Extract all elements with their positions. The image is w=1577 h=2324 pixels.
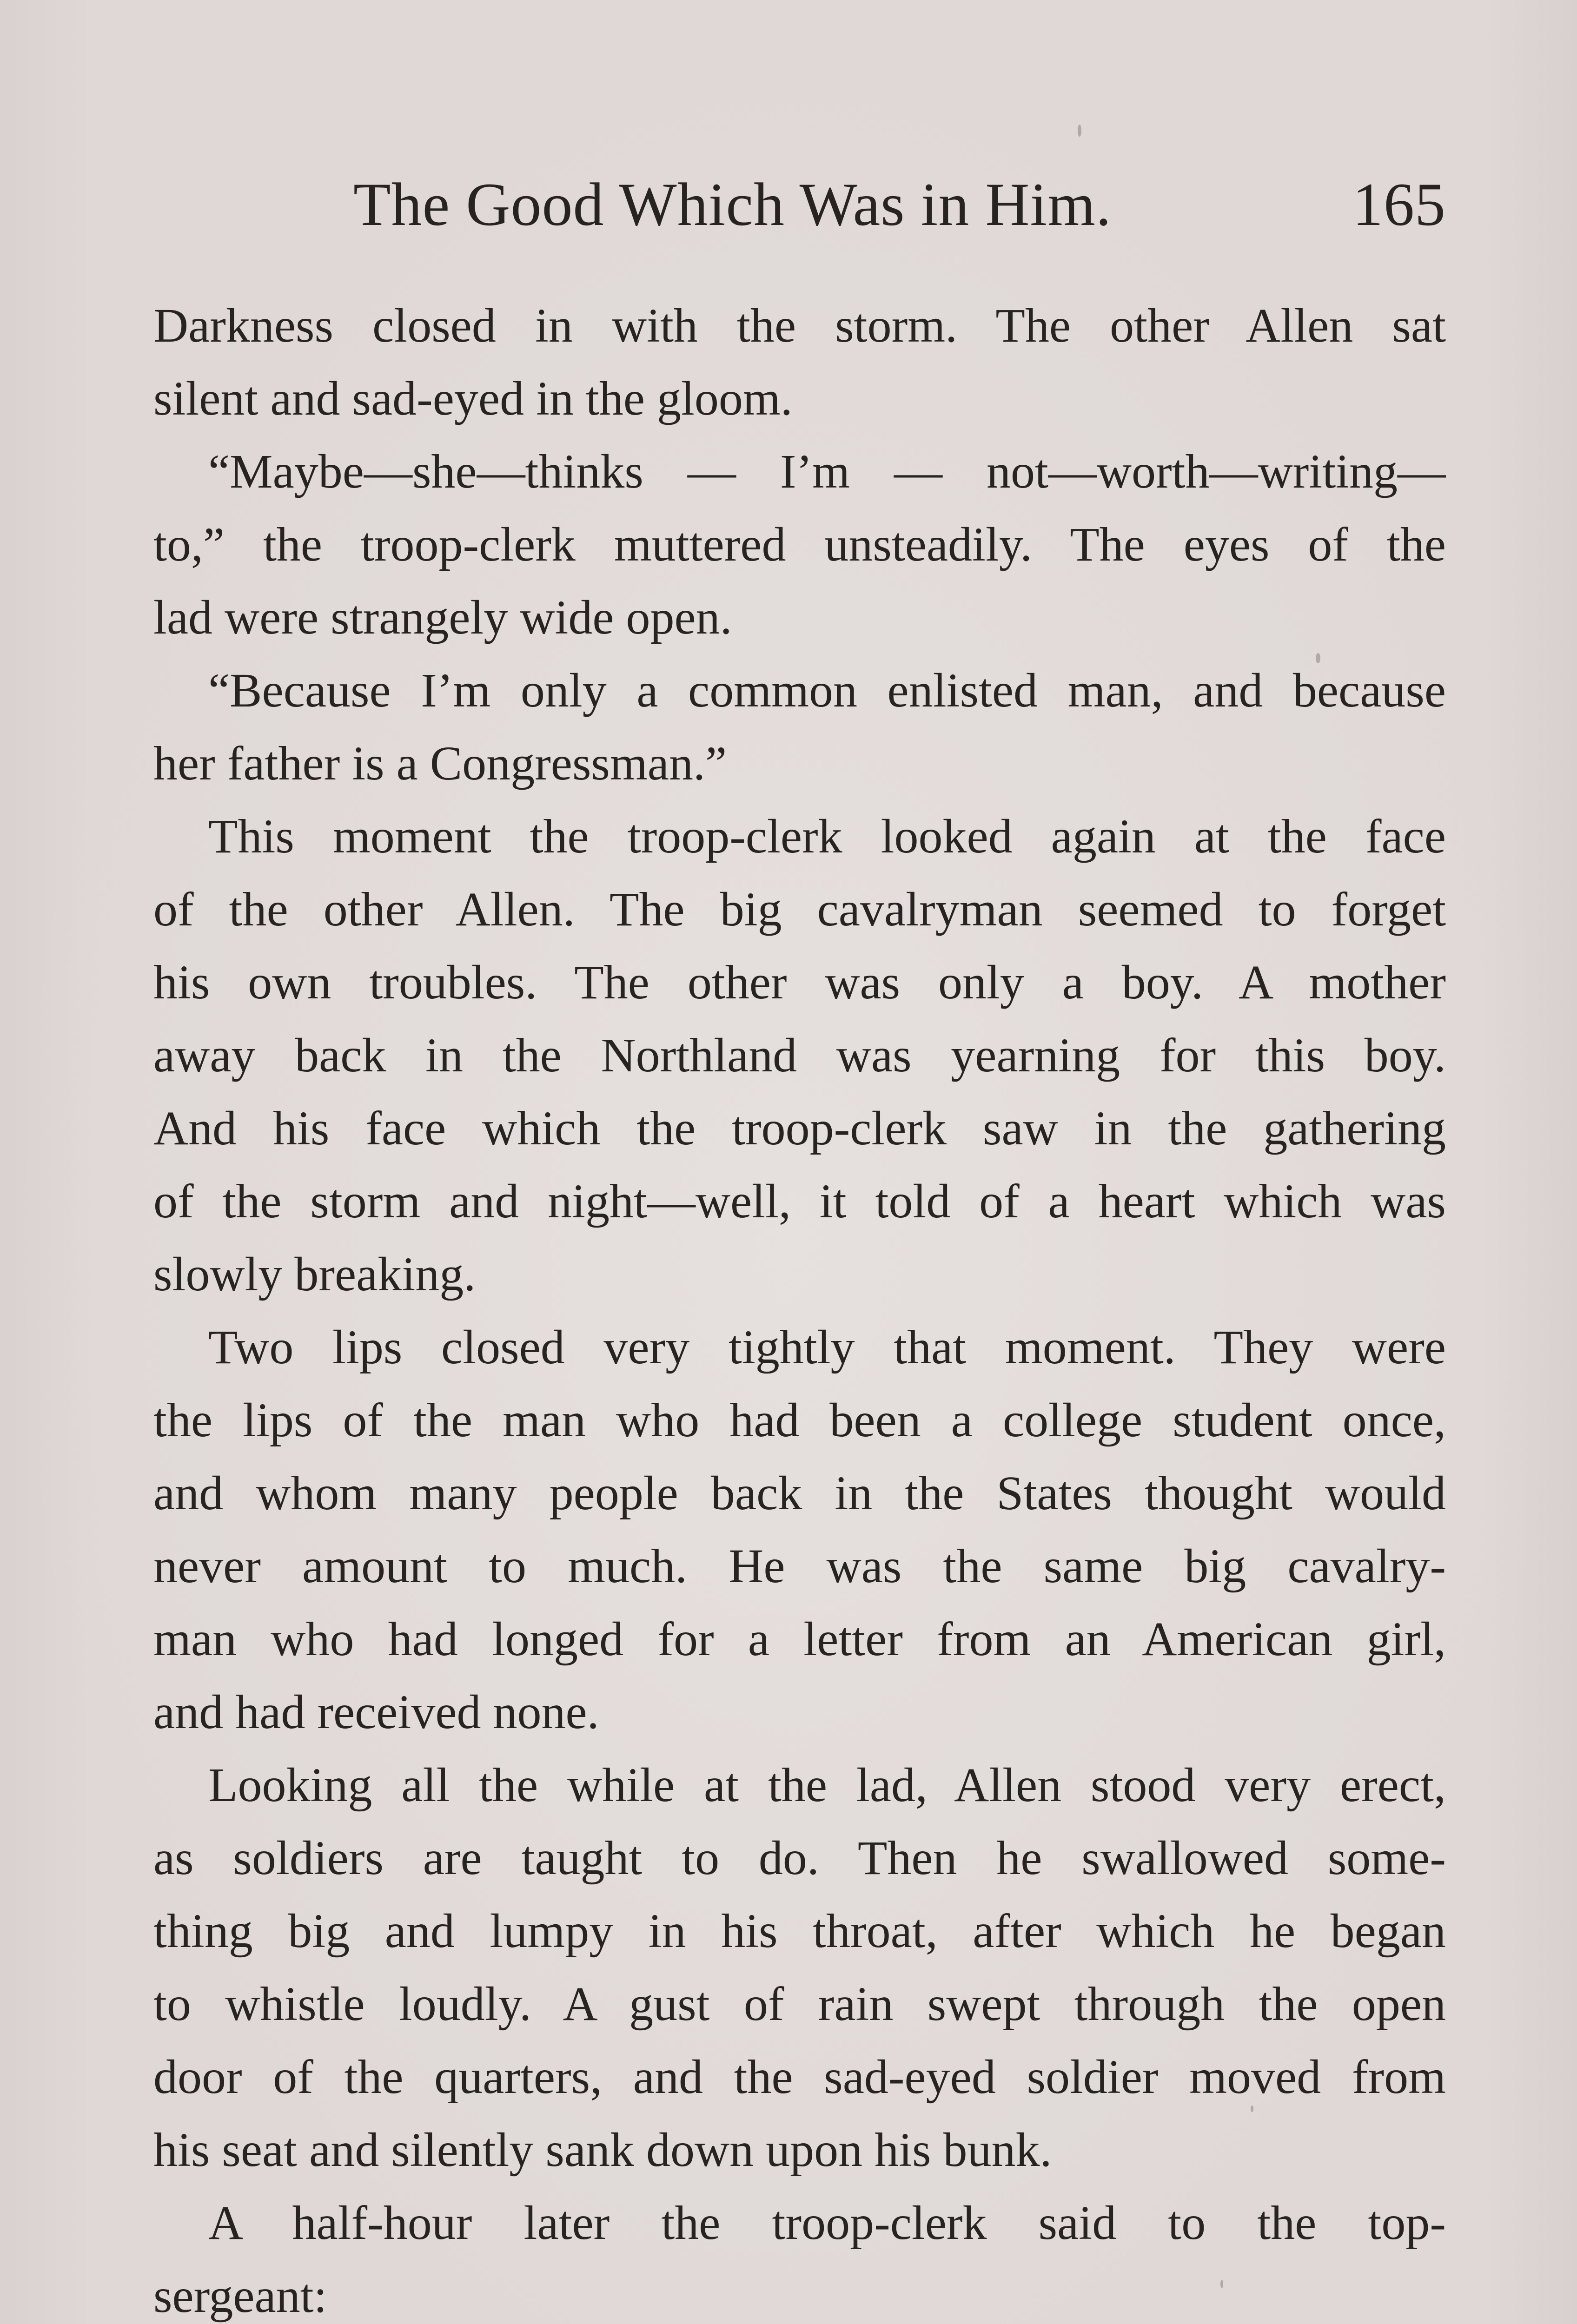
text-line: man who had longed for a letter from an American girl,: [153, 1612, 1446, 1666]
text-line: Two lips closed very tightly that moment. They were: [208, 1320, 1446, 1374]
text-line: sergeant:: [153, 2269, 327, 2323]
paper-speck: [1220, 2280, 1223, 2288]
text-line: door of the quarters, and the sad-eyed soldier moved from: [153, 2050, 1446, 2104]
text-line: of the storm and night—well, it told of a heart which was: [153, 1175, 1446, 1228]
text-line: Looking all the while at the lad, Allen stood very erect,: [208, 1758, 1446, 1812]
text-line: silent and sad-eyed in the gloom.: [153, 372, 793, 425]
text-line: his own troubles. The other was only a boy. A mother: [153, 956, 1446, 1009]
text-line: of the other Allen. The big cavalryman seemed to forget: [153, 883, 1446, 936]
text-line: to,” the troop-clerk muttered unsteadily. The eyes of the: [153, 518, 1446, 571]
text-line: lad were strangely wide open.: [153, 591, 732, 644]
running-title: The Good Which Was in Him.: [353, 170, 1112, 238]
text-line: “Because I’m only a common enlisted man, and because: [208, 664, 1446, 717]
body-text: [153, 289, 1446, 2324]
text-line: Darkness closed in with the storm. The other Allen sat: [153, 299, 1446, 352]
text-line: And his face which the troop-clerk saw in the gathering: [153, 1102, 1446, 1155]
text-line: to whistle loudly. A gust of rain swept through the open: [153, 1977, 1446, 2031]
text-line: as soldiers are taught to do. Then he swallowed some-: [153, 1831, 1446, 1885]
text-line: her father is a Congressman.”: [153, 737, 727, 790]
page-number: 165: [1352, 170, 1446, 238]
paper-speck: [1078, 125, 1081, 137]
text-line: thing big and lumpy in his throat, after which he began: [153, 1904, 1446, 1958]
text-line: never amount to much. He was the same big cavalry-: [153, 1539, 1446, 1593]
text-line: away back in the Northland was yearning for this boy.: [153, 1029, 1446, 1082]
paper-speck: [1316, 653, 1320, 663]
running-head: [153, 163, 1446, 246]
text-line: his seat and silently sank down upon his bunk.: [153, 2123, 1052, 2177]
text-line: the lips of the man who had been a college student once,: [153, 1393, 1446, 1447]
text-line: and had received none.: [153, 1685, 599, 1739]
paper-speck: [1251, 2106, 1253, 2112]
text-line: slowly breaking.: [153, 1248, 476, 1301]
text-line: and whom many people back in the States thought would: [153, 1466, 1446, 1520]
text-line: A half-hour later the troop-clerk said to the top-: [208, 2196, 1446, 2250]
text-line: This moment the troop-clerk looked again at the face: [208, 810, 1446, 863]
text-line: “Maybe—she—thinks — I’m — not—worth—writing—: [208, 445, 1446, 498]
